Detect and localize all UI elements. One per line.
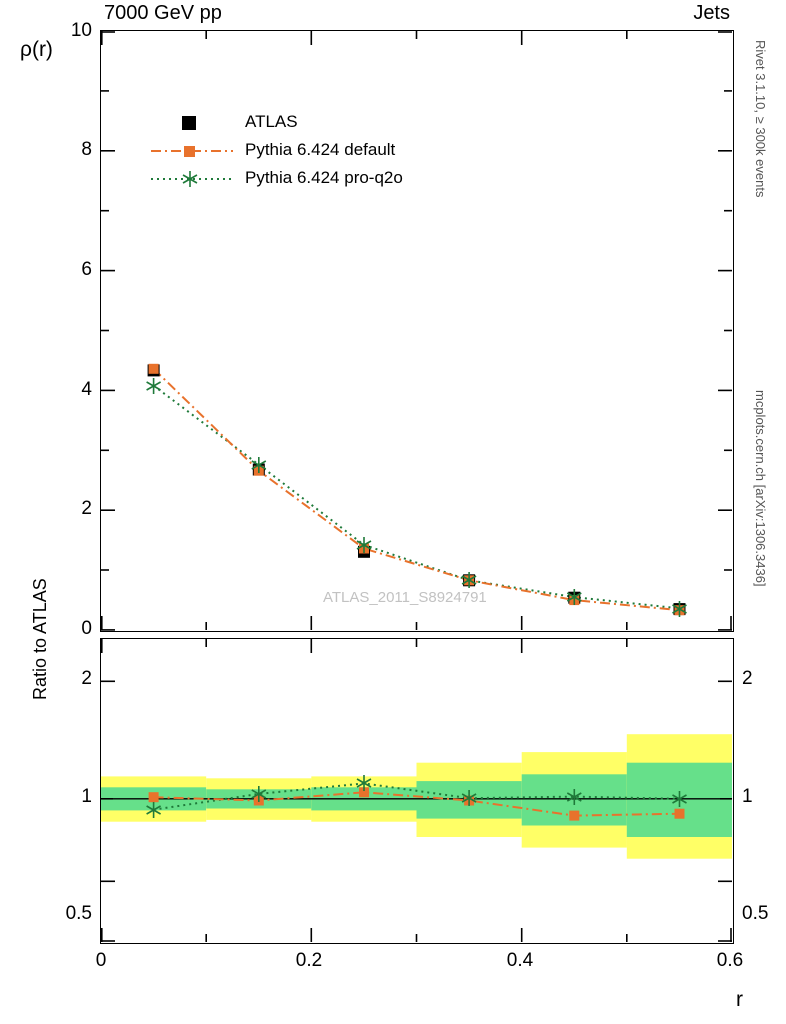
legend-marker-proq2o	[149, 165, 235, 193]
dataset-watermark: ATLAS_2011_S8924791	[323, 589, 487, 606]
main-y-axis-title: ρ(r)	[20, 38, 53, 61]
main-plot-panel	[100, 30, 734, 632]
legend-label-atlas: ATLAS	[245, 112, 298, 131]
main-ytick-8: 8	[81, 139, 92, 160]
ratio-ytick-05-left: 0.5	[65, 903, 92, 924]
main-ytick-4: 4	[81, 379, 92, 400]
header-right-label: Jets	[693, 2, 730, 24]
legend-marker-default	[149, 137, 235, 165]
ratio-plot-svg	[101, 639, 732, 942]
header-left-label: 7000 GeV pp	[104, 2, 222, 24]
ratio-plot-panel	[100, 638, 734, 944]
ratio-ytick-2-left: 2	[81, 668, 92, 689]
series-line-default	[154, 369, 680, 610]
series-points-default	[149, 364, 685, 615]
ratio-ytick-1-left: 1	[81, 786, 92, 807]
ratio-ytick-1-right: 1	[742, 786, 753, 807]
main-ytick-10: 10	[70, 20, 92, 41]
main-ytick-0: 0	[81, 618, 92, 639]
side-note-top: Rivet 3.1.10, ≥ 300k events	[753, 40, 768, 198]
xtick-04: 0.4	[506, 950, 534, 971]
x-axis-title: r	[736, 988, 743, 1011]
main-ytick-6: 6	[81, 259, 92, 280]
ratio-ytick-05-right: 0.5	[742, 903, 769, 924]
legend-label-proq2o: Pythia 6.424 pro-q2o	[245, 168, 403, 187]
series-points-atlas	[148, 364, 686, 615]
series-points-proq2o	[147, 378, 687, 617]
ratio-ytick-2-right: 2	[742, 668, 753, 689]
legend-marker-atlas	[149, 109, 235, 137]
xtick-06: 0.6	[716, 950, 744, 971]
xtick-02: 0.2	[295, 950, 323, 971]
series-line-proq2o	[154, 386, 680, 609]
side-note-bottom: mcplots.cern.ch [arXiv:1306.3436]	[753, 390, 768, 587]
ratio-y-axis-title: Ratio to ATLAS	[30, 578, 50, 700]
xtick-0: 0	[95, 950, 107, 971]
legend-label-default: Pythia 6.424 default	[245, 140, 396, 159]
main-ytick-2: 2	[81, 498, 92, 519]
